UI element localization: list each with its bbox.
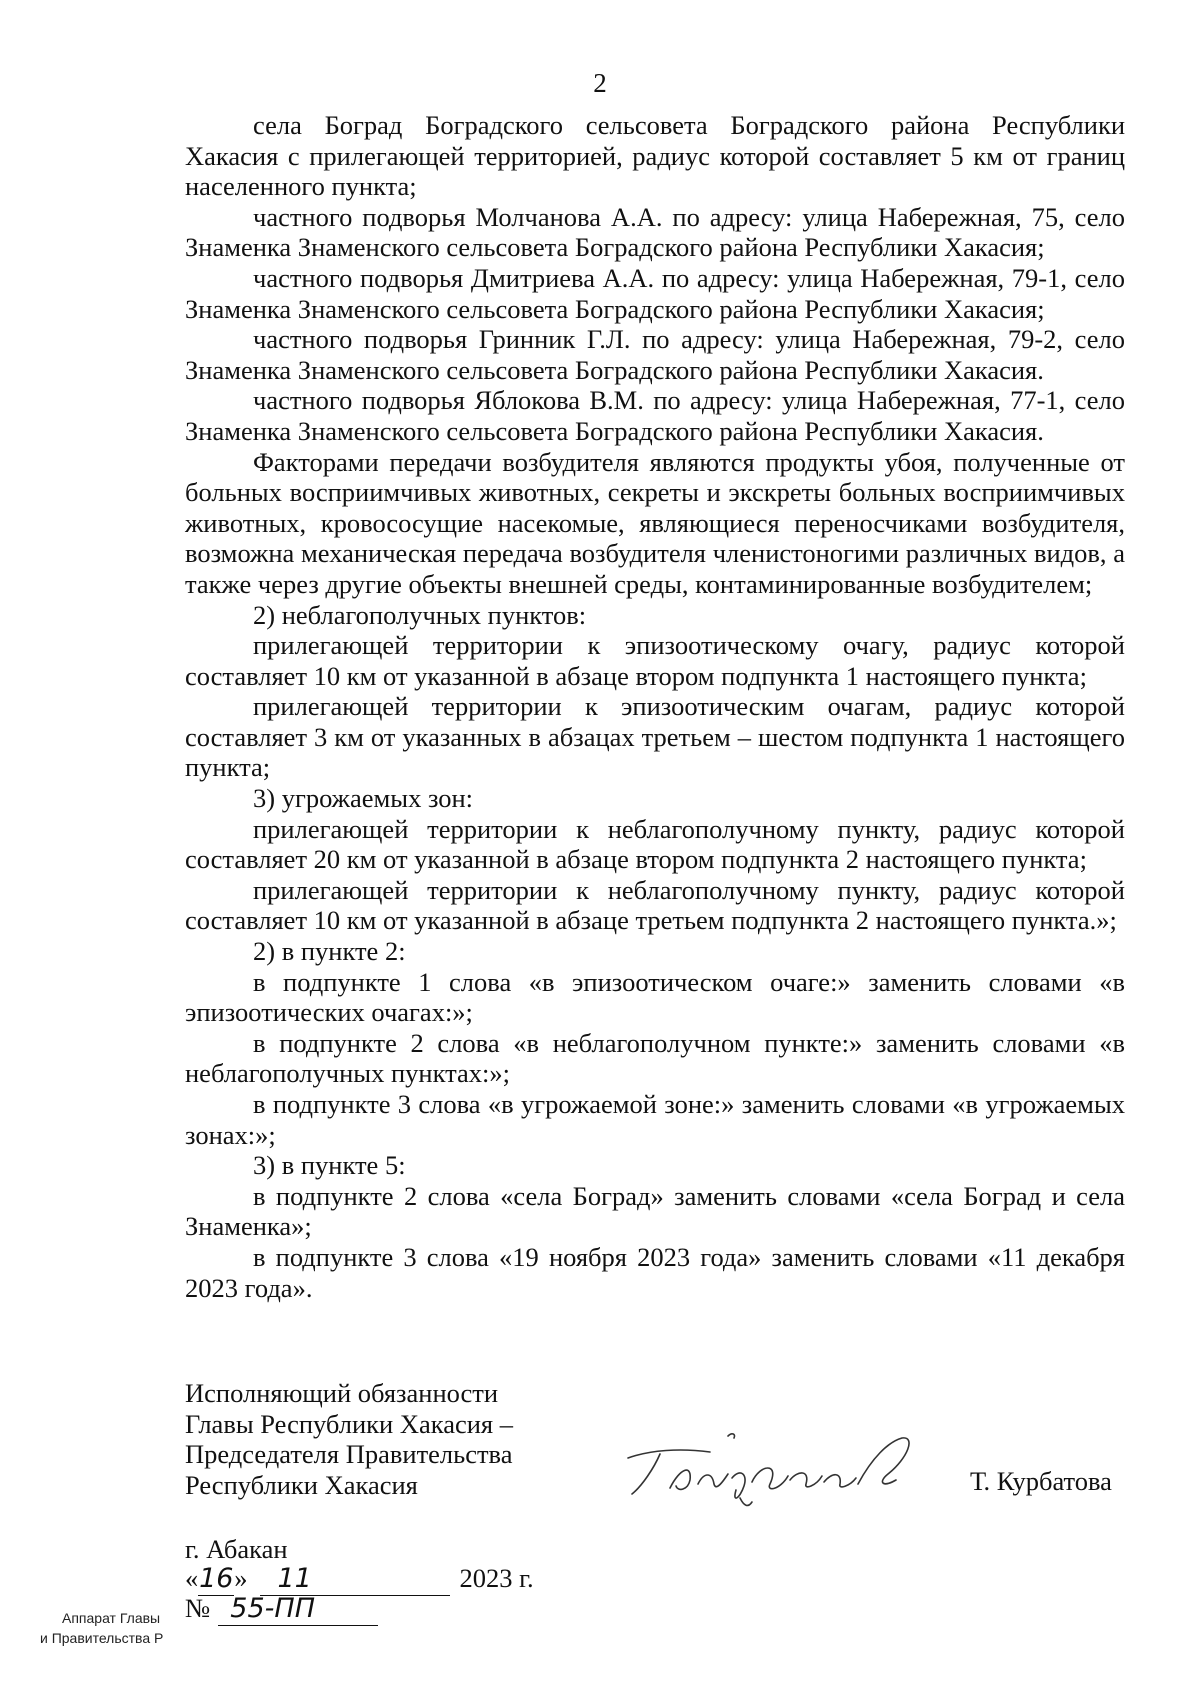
paragraph: частного подворья Молчанова А.А. по адресу: улица Набережная, 75, село Знаменка Знаменского сельсовета Боградского района Республики Хакасия;	[185, 201, 1125, 263]
signer-title-line: Председателя Правительства	[185, 1439, 513, 1470]
paragraph: Факторами передачи возбудителя являются продукты убоя, полученные от больных восприимчивых животных, секреты и экскреты больных восприимчивых животных, кровососущие насекомые, являющиеся переносчиками возбудителя, возможна механическая передача возбудителя членистоногими различных видов, а также через другие объекты внешней среды, контаминированные возбудителем;	[185, 446, 1125, 599]
page-number: 2	[593, 68, 607, 98]
paragraph: села Боград Боградского сельсовета Боградского района Республики Хакасия с прилегающей территорией, радиус которой составляет 5 км от границ населенного пункта;	[185, 110, 1125, 202]
number-value: 55-ПП	[218, 1593, 378, 1626]
number-label: №	[185, 1593, 211, 1623]
paragraph: прилегающей территории к неблагополучному пункту, радиус которой составляет 10 км от указанной в абзаце третьем подпункта 2 настоящего пункта.»;	[185, 874, 1125, 936]
paragraph: 2) в пункте 2:	[253, 936, 406, 967]
paragraph: частного подворья Дмитриева А.А. по адресу: улица Набережная, 79-1, село Знаменка Знаменского сельсовета Боградского района Республики Хакасия;	[185, 262, 1125, 324]
office-stamp	[40, 1608, 163, 1648]
place-of-signing: г. Абакан	[185, 1534, 288, 1564]
date-month: 11	[260, 1563, 450, 1596]
paragraph: 3) угрожаемых зон:	[253, 783, 474, 814]
paragraph: в подпункте 2 слова «в неблагополучном пункте:» заменить словами «в неблагополучных пунктах:»;	[185, 1027, 1125, 1089]
signer-name: Т. Курбатова	[970, 1466, 1112, 1496]
signing-date	[185, 1562, 534, 1596]
paragraph: в подпункте 2 слова «села Боград» заменить словами «села Боград и села Знаменка»;	[185, 1180, 1125, 1242]
date-day: 16	[199, 1563, 234, 1594]
document-body	[185, 110, 1125, 1303]
signer-title-line: Исполняющий обязанности	[185, 1378, 499, 1408]
paragraph: 3) в пункте 5:	[253, 1150, 406, 1181]
paragraph: прилегающей территории к эпизоотическому очагу, радиус которой составляет 10 км от указанной в абзаце втором подпункта 1 настоящего пункта;	[185, 630, 1125, 691]
date-open-quote: «	[185, 1563, 199, 1593]
date-year: 2023 г.	[459, 1563, 534, 1593]
paragraph: в подпункте 3 слова «в угрожаемой зоне:» заменить словами «в угрожаемых зонах:»;	[185, 1089, 1125, 1150]
paragraph: прилегающей территории к неблагополучному пункту, радиус которой составляет 20 км от указанной в абзаце втором подпункта 2 настоящего пункта;	[185, 813, 1125, 875]
paragraph: частного подворья Яблокова В.М. по адресу: улица Набережная, 77-1, село Знаменка Знаменского сельсовета Боградского района Республики Хакасия.	[185, 385, 1125, 446]
handwritten-signature	[620, 1428, 940, 1518]
stamp-line: Аппарат Главы	[62, 1610, 161, 1626]
paragraph: 2) неблагополучных пунктов:	[253, 599, 587, 630]
paragraph: в подпункте 1 слова «в эпизоотическом очаге:» заменить словами «в эпизоотических очагах:»;	[185, 966, 1125, 1028]
stamp-line: и Правительства Р	[40, 1630, 164, 1646]
paragraph: частного подворья Гринник Г.Л. по адресу: улица Набережная, 79-2, село Знаменка Знаменского сельсовета Боградского района Республики Хакасия.	[185, 324, 1125, 385]
document-number	[185, 1592, 378, 1626]
signer-title-line: Главы Республики Хакасия –	[185, 1408, 513, 1439]
date-close-quote: »	[234, 1563, 248, 1593]
paragraph: в подпункте 3 слова «19 ноября 2023 года» заменить словами «11 декабря 2023 года».	[185, 1241, 1125, 1303]
paragraph: прилегающей территории к эпизоотическим очагам, радиус которой составляет 3 км от указанных в абзацах третьем – шестом подпункта 1 настоящего пункта;	[185, 691, 1125, 783]
signer-title-line: Республики Хакасия	[185, 1469, 418, 1500]
signature-title-block	[185, 1378, 585, 1500]
